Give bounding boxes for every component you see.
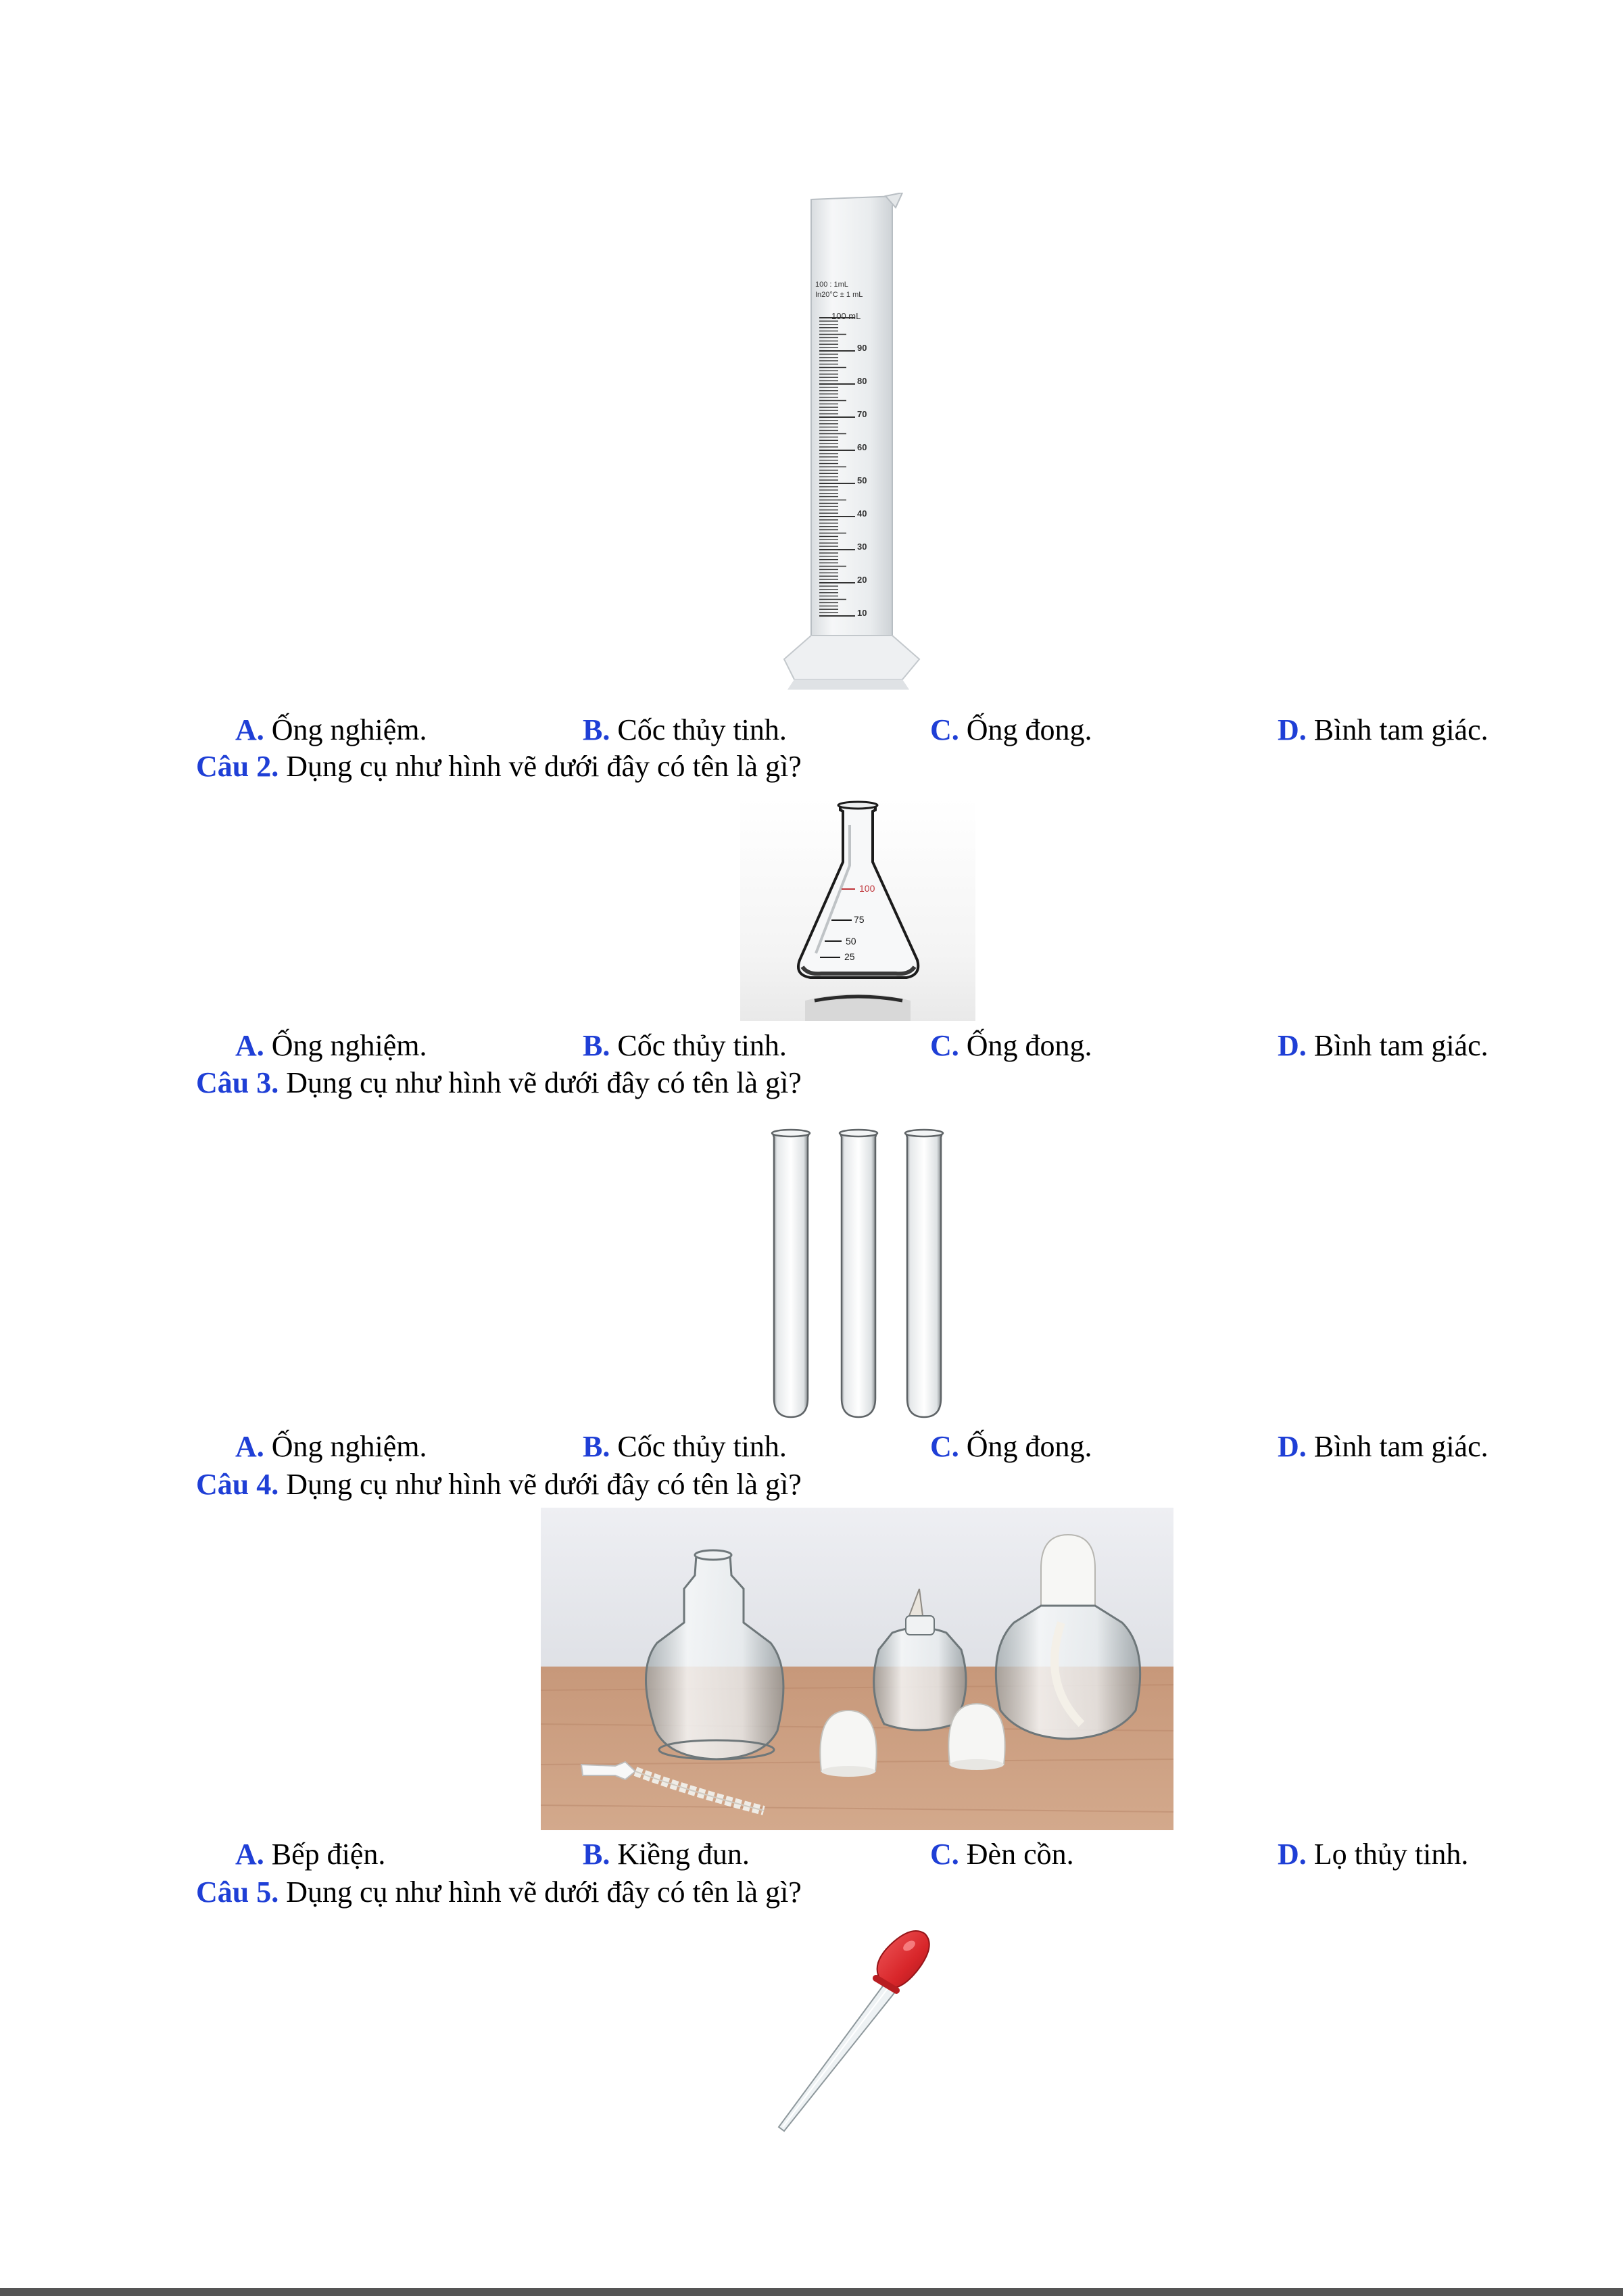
cylinder-scale-label: 80	[857, 376, 867, 386]
cylinder-scale-label: 70	[857, 409, 867, 419]
option-text: Cốc thủy tinh.	[610, 1430, 787, 1463]
option-letter: C.	[930, 713, 959, 746]
question-text: Dụng cụ như hình vẽ dưới đây có tên là gì?	[278, 1468, 802, 1501]
question-label: Câu 4.	[196, 1468, 279, 1501]
lamp-cap	[948, 1704, 1004, 1770]
option-letter: A.	[235, 1430, 264, 1463]
cylinder-header-line-1: 100 : 1mL	[815, 281, 848, 289]
option-c[interactable]	[930, 1028, 1092, 1063]
option-letter: B.	[583, 1430, 610, 1463]
test-tube	[840, 1130, 877, 1417]
option-a[interactable]	[235, 1429, 427, 1464]
figure-dropper-pipette	[771, 1920, 953, 2136]
cylinder-scale-label: 30	[857, 542, 867, 552]
option-letter: B.	[583, 713, 610, 746]
option-b[interactable]	[583, 1429, 787, 1464]
option-d[interactable]	[1278, 713, 1488, 748]
option-letter: D.	[1278, 1838, 1307, 1871]
option-letter: D.	[1278, 1430, 1307, 1463]
question-label: Câu 5.	[196, 1875, 279, 1909]
flask-scale-label: 100	[859, 883, 875, 894]
cylinder-scale-label: 40	[857, 508, 867, 519]
question3-prompt	[196, 1066, 802, 1101]
option-text: Ống đong.	[959, 713, 1092, 746]
option-d[interactable]	[1278, 1028, 1488, 1063]
flask-scale-label: 50	[846, 936, 856, 947]
question2-options	[0, 1028, 1623, 1063]
option-text: Bình tam giác.	[1306, 713, 1488, 746]
option-text: Lọ thủy tinh.	[1306, 1838, 1469, 1871]
test-tube	[905, 1130, 943, 1417]
option-letter: A.	[235, 713, 264, 746]
option-text: Bình tam giác.	[1306, 1029, 1488, 1062]
option-text: Ống nghiệm.	[264, 1029, 427, 1062]
figure-erlenmeyer-flask	[740, 798, 975, 1021]
option-text: Ống đong.	[959, 1029, 1092, 1062]
question5-prompt	[196, 1875, 802, 1910]
option-text: Bếp điện.	[264, 1838, 386, 1871]
option-text: Đèn cồn.	[959, 1838, 1074, 1871]
option-a[interactable]	[235, 1837, 385, 1872]
option-letter: A.	[235, 1029, 264, 1062]
option-b[interactable]	[583, 713, 787, 748]
option-letter: C.	[930, 1838, 959, 1871]
option-letter: C.	[930, 1430, 959, 1463]
option-letter: D.	[1278, 713, 1307, 746]
question-label: Câu 3.	[196, 1066, 279, 1099]
option-c[interactable]	[930, 1429, 1092, 1464]
option-c[interactable]	[930, 1837, 1074, 1872]
option-text: Ống nghiệm.	[264, 1430, 427, 1463]
option-d[interactable]	[1278, 1429, 1488, 1464]
option-text: Kiềng đun.	[610, 1838, 750, 1871]
cylinder-scale-label: 50	[857, 475, 867, 485]
question4-prompt	[196, 1467, 802, 1502]
cylinder-header-line-2: In20°C ± 1 mL	[815, 291, 863, 299]
option-letter: D.	[1278, 1029, 1307, 1062]
question-label: Câu 2.	[196, 750, 279, 783]
question1-options	[0, 713, 1623, 748]
cylinder-scale-label: 20	[857, 575, 867, 585]
figure-alcohol-lamps	[541, 1508, 1173, 1830]
cylinder-scale-label: 90	[857, 343, 867, 353]
lamp-cap	[820, 1711, 876, 1777]
figure-test-tubes	[767, 1128, 950, 1422]
cylinder-scale-label: 60	[857, 442, 867, 452]
option-b[interactable]	[583, 1028, 787, 1063]
cylinder-header-line-3: 100 mL	[831, 311, 861, 321]
figure-graduated-cylinder	[757, 193, 926, 693]
option-text: Cốc thủy tinh.	[610, 1029, 787, 1062]
option-letter: A.	[235, 1838, 264, 1871]
option-c[interactable]	[930, 713, 1092, 748]
option-text: Cốc thủy tinh.	[610, 713, 787, 746]
option-text: Bình tam giác.	[1306, 1430, 1488, 1463]
flask-scale-label: 75	[854, 914, 865, 925]
option-letter: B.	[583, 1838, 610, 1871]
option-a[interactable]	[235, 713, 427, 748]
option-letter: C.	[930, 1029, 959, 1062]
option-text: Ống nghiệm.	[264, 713, 427, 746]
question3-options	[0, 1429, 1623, 1464]
option-b[interactable]	[583, 1837, 750, 1872]
option-d[interactable]	[1278, 1837, 1468, 1872]
question-text: Dụng cụ như hình vẽ dưới đây có tên là gì?	[278, 1875, 802, 1909]
option-text: Ống đong.	[959, 1430, 1092, 1463]
option-a[interactable]	[235, 1028, 427, 1063]
question-text: Dụng cụ như hình vẽ dưới đây có tên là gì?	[278, 750, 802, 783]
question4-options	[0, 1837, 1623, 1872]
question2-prompt	[196, 749, 802, 784]
question-text: Dụng cụ như hình vẽ dưới đây có tên là gì?	[278, 1066, 802, 1099]
flask-scale-label: 25	[844, 951, 855, 962]
option-letter: B.	[583, 1029, 610, 1062]
cylinder-scale-label: 10	[857, 608, 867, 618]
page-bottom-border	[0, 2288, 1623, 2296]
test-tube	[772, 1130, 810, 1417]
